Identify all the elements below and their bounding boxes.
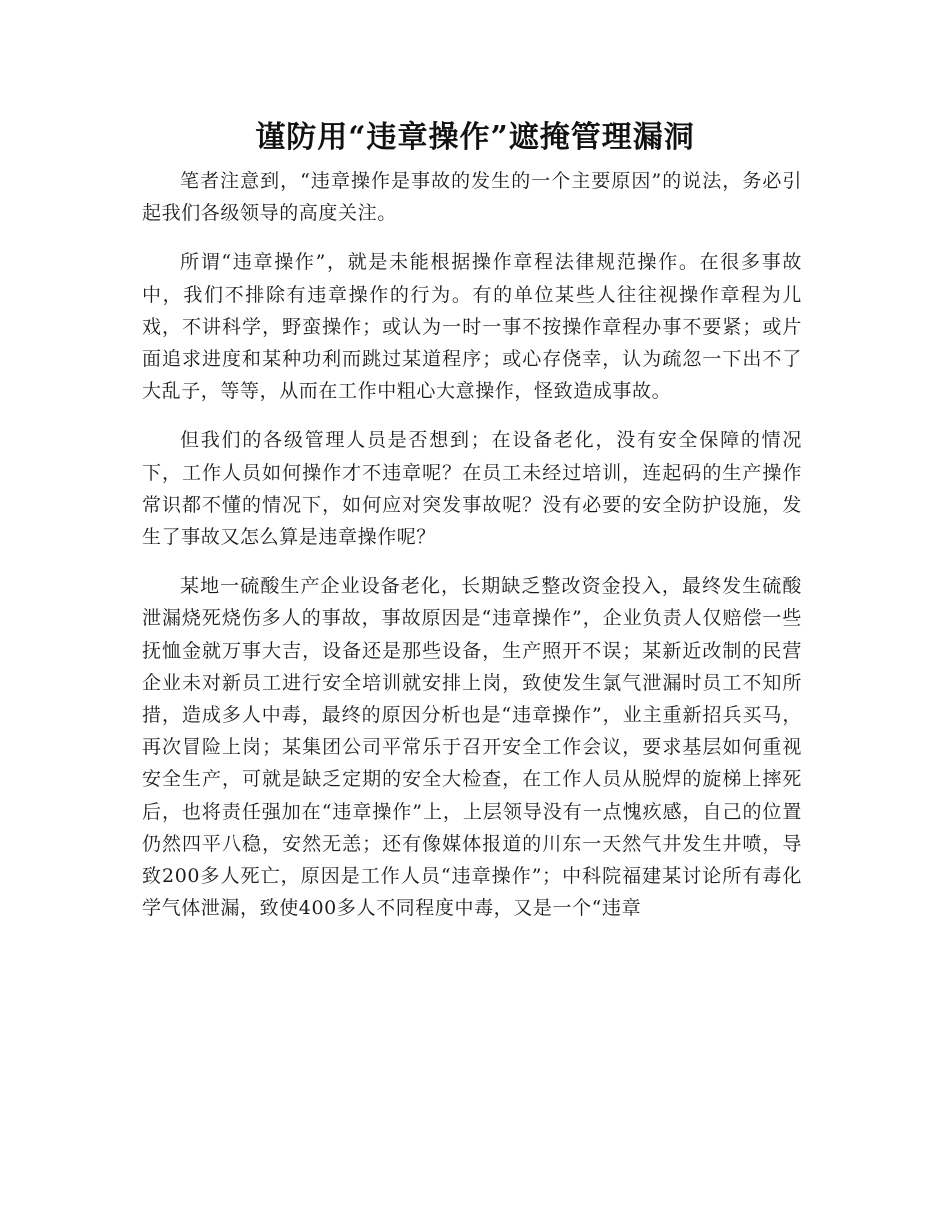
document-title: 谨防用“违章操作”遮掩管理漏洞 [255,120,695,155]
paragraph-4: 某地一硫酸生产企业设备老化，长期缺乏整改资金投入，最终发生硫酸泄漏烧死烧伤多人的事故，事故原因是“违章操作”，企业负责人仅赔偿一些抚恤金就万事大吉，设备还是那些设备，生产照开不误；某新近改制的民营企业未对新员工进行安全培训就安排上岗，致使发生氯气泄漏时员工不知所措，造成多人中毒，最终的原因分析也是“违章操作”，业主重新招兵买马，再次冒险上岗；某集团公司平常乐于召开安全工作会议，要求基层如何重视安全生产，可就是缺乏定期的安全大检查，在工作人员从脱焊的旋梯上摔死后，也将责任强加在“违章操作”上，上层领导没有一点愧疚感，自己的位置仍然四平八稳，安然无恙；还有像媒体报道的川东一天然气井发生井喷，导致200多人死亡，原因是工作人员“违章操作”；中科院福建某讨论所有毒化学气体泄漏，致使400多人不同程度中毒，又是一个“违章 [142,575,802,920]
paragraph-3: 但我们的各级管理人员是否想到；在设备老化，没有安全保障的情况下，工作人员如何操作才不违章呢？在员工未经过培训，连起码的生产操作常识都不懂的情况下，如何应对突发事故呢？没有必要的安全防护设施，发生了事故又怎么算是违章操作呢？ [142,429,802,549]
paragraph-2: 所谓“违章操作”，就是未能根据操作章程法律规范操作。在很多事故中，我们不排除有违章操作的行为。有的单位某些人往往视操作章程为儿戏，不讲科学，野蛮操作；或认为一时一事不按操作章程办事不要紧；或片面追求进度和某种功利而跳过某道程序；或心存侥幸，认为疏忽一下出不了大乱子，等等，从而在工作中粗心大意操作，怪致造成事故。 [142,251,802,403]
paragraph-1: 笔者注意到，“违章操作是事故的发生的一个主要原因”的说法，务必引起我们各级领导的高度关注。 [142,170,802,225]
document-body [142,165,802,941]
